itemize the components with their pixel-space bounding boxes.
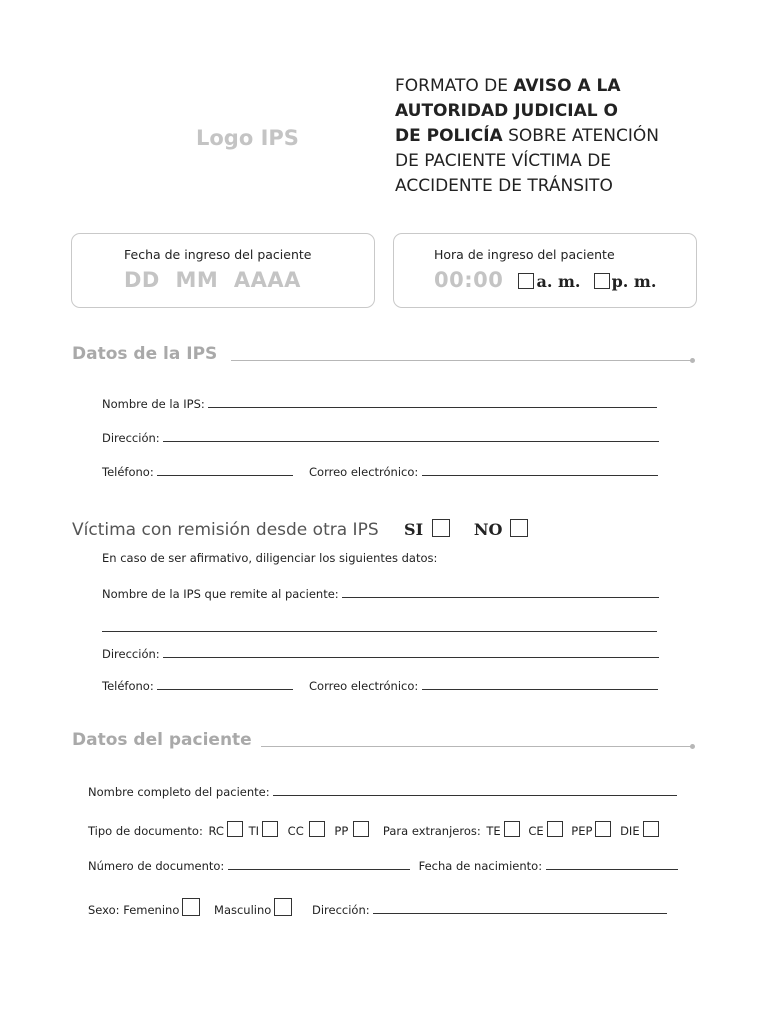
logo-placeholder: Logo IPS bbox=[196, 126, 299, 150]
doc-type-ti-checkbox[interactable] bbox=[262, 821, 278, 837]
referring-ips-field-line2[interactable] bbox=[102, 621, 657, 632]
title-text: DE PACIENTE VÍCTIMA DE bbox=[395, 151, 612, 171]
patient-address-field[interactable] bbox=[373, 903, 667, 914]
ips-contact-row bbox=[102, 465, 658, 479]
referring-ips-continuation bbox=[102, 621, 657, 635]
female-checkbox[interactable] bbox=[182, 898, 200, 916]
doc-type-row bbox=[88, 821, 659, 838]
male-checkbox[interactable] bbox=[274, 898, 292, 916]
admission-time-label: Hora de ingreso del paciente bbox=[434, 247, 615, 262]
doc-type-ce-checkbox[interactable] bbox=[547, 821, 563, 837]
ips-email-label: Correo electrónico: bbox=[309, 465, 419, 479]
referral-email-field[interactable] bbox=[422, 679, 658, 690]
doc-type-label: Tipo de documento: bbox=[88, 824, 203, 838]
referring-ips-field[interactable] bbox=[342, 587, 659, 598]
doc-type-pp-label: PP bbox=[334, 824, 349, 838]
doc-type-cc-label: CC bbox=[287, 824, 304, 838]
patient-name-row bbox=[88, 785, 677, 799]
doc-number-row bbox=[88, 859, 678, 873]
referring-ips-label: Nombre de la IPS que remite al paciente: bbox=[102, 587, 339, 601]
title-text: FORMATO DE bbox=[395, 76, 514, 96]
admission-time-field[interactable]: 00:00 bbox=[434, 268, 504, 292]
admission-date-label: Fecha de ingreso del paciente bbox=[124, 247, 312, 262]
doc-type-rc-checkbox[interactable] bbox=[227, 821, 243, 837]
section-divider bbox=[261, 746, 693, 747]
am-checkbox[interactable] bbox=[518, 273, 534, 289]
title-bold-text: DE POLICÍA bbox=[395, 126, 503, 146]
ips-name-field[interactable] bbox=[208, 397, 657, 408]
patient-address-label: Dirección: bbox=[311, 903, 370, 917]
foreign-label: Para extranjeros: bbox=[382, 824, 481, 838]
referral-address-row bbox=[102, 647, 659, 661]
doc-type-ti-label: TI bbox=[248, 824, 260, 838]
title-bold-text: AUTORIDAD JUDICIAL O bbox=[395, 101, 618, 121]
form-title bbox=[395, 74, 659, 199]
ips-name-row bbox=[102, 397, 657, 411]
patient-section-heading: Datos del paciente bbox=[72, 730, 252, 750]
admission-date-box bbox=[71, 233, 375, 308]
referral-no-label: NO bbox=[473, 520, 503, 539]
birth-date-field[interactable] bbox=[546, 859, 678, 870]
title-text: SOBRE ATENCIÓN bbox=[502, 126, 660, 146]
doc-number-label: Número de documento: bbox=[88, 859, 225, 873]
patient-name-field[interactable] bbox=[273, 785, 677, 796]
sex-label: Sexo: bbox=[88, 903, 120, 917]
title-bold-text: AVISO A LA bbox=[513, 76, 621, 96]
birth-date-label: Fecha de nacimiento: bbox=[418, 859, 543, 873]
female-label: Femenino bbox=[123, 903, 180, 917]
referring-ips-row bbox=[102, 587, 659, 601]
pm-checkbox[interactable] bbox=[594, 273, 610, 289]
section-divider-dot bbox=[690, 744, 695, 749]
title-text: ACCIDENTE DE TRÁNSITO bbox=[395, 176, 613, 196]
referral-yes-checkbox[interactable] bbox=[432, 519, 450, 537]
doc-number-field[interactable] bbox=[228, 859, 410, 870]
referral-yes-label: SI bbox=[404, 520, 424, 539]
pm-label: p. m. bbox=[611, 272, 657, 291]
patient-name-label: Nombre completo del paciente: bbox=[88, 785, 270, 799]
referral-phone-field[interactable] bbox=[157, 679, 293, 690]
am-label: a. m. bbox=[536, 272, 581, 291]
ips-phone-field[interactable] bbox=[157, 465, 293, 476]
doc-type-cc-checkbox[interactable] bbox=[309, 821, 325, 837]
ips-section-heading: Datos de la IPS bbox=[72, 344, 218, 364]
doc-type-die-label: DIE bbox=[620, 824, 640, 838]
referral-phone-label: Teléfono: bbox=[102, 679, 154, 693]
admission-time-row bbox=[434, 268, 656, 292]
ips-name-label: Nombre de la IPS: bbox=[102, 397, 205, 411]
referral-email-label: Correo electrónico: bbox=[309, 679, 419, 693]
sex-row bbox=[88, 898, 667, 917]
ips-address-row bbox=[102, 431, 659, 445]
doc-type-te-label: TE bbox=[486, 824, 501, 838]
doc-type-rc-label: RC bbox=[208, 824, 224, 838]
section-divider-dot bbox=[690, 358, 695, 363]
admission-date-field[interactable]: DD MM AAAA bbox=[124, 268, 301, 292]
referral-no-checkbox[interactable] bbox=[510, 519, 528, 537]
section-divider bbox=[231, 360, 693, 361]
doc-type-pp-checkbox[interactable] bbox=[353, 821, 369, 837]
doc-type-die-checkbox[interactable] bbox=[643, 821, 659, 837]
referral-heading bbox=[72, 519, 528, 540]
referral-address-label: Dirección: bbox=[102, 647, 160, 661]
doc-type-ce-label: CE bbox=[528, 824, 544, 838]
male-label: Masculino bbox=[214, 903, 272, 917]
ips-phone-label: Teléfono: bbox=[102, 465, 154, 479]
referral-instruction: En caso de ser afirmativo, diligenciar los siguientes datos: bbox=[102, 551, 438, 565]
referral-contact-row bbox=[102, 679, 658, 693]
ips-address-field[interactable] bbox=[163, 431, 659, 442]
doc-type-te-checkbox[interactable] bbox=[504, 821, 520, 837]
admission-time-box bbox=[393, 233, 697, 308]
ips-address-label: Dirección: bbox=[102, 431, 160, 445]
doc-type-pep-label: PEP bbox=[571, 824, 593, 838]
referral-heading-text: Víctima con remisión desde otra IPS bbox=[72, 520, 379, 540]
ips-email-field[interactable] bbox=[422, 465, 658, 476]
referral-address-field[interactable] bbox=[163, 647, 659, 658]
doc-type-pep-checkbox[interactable] bbox=[595, 821, 611, 837]
